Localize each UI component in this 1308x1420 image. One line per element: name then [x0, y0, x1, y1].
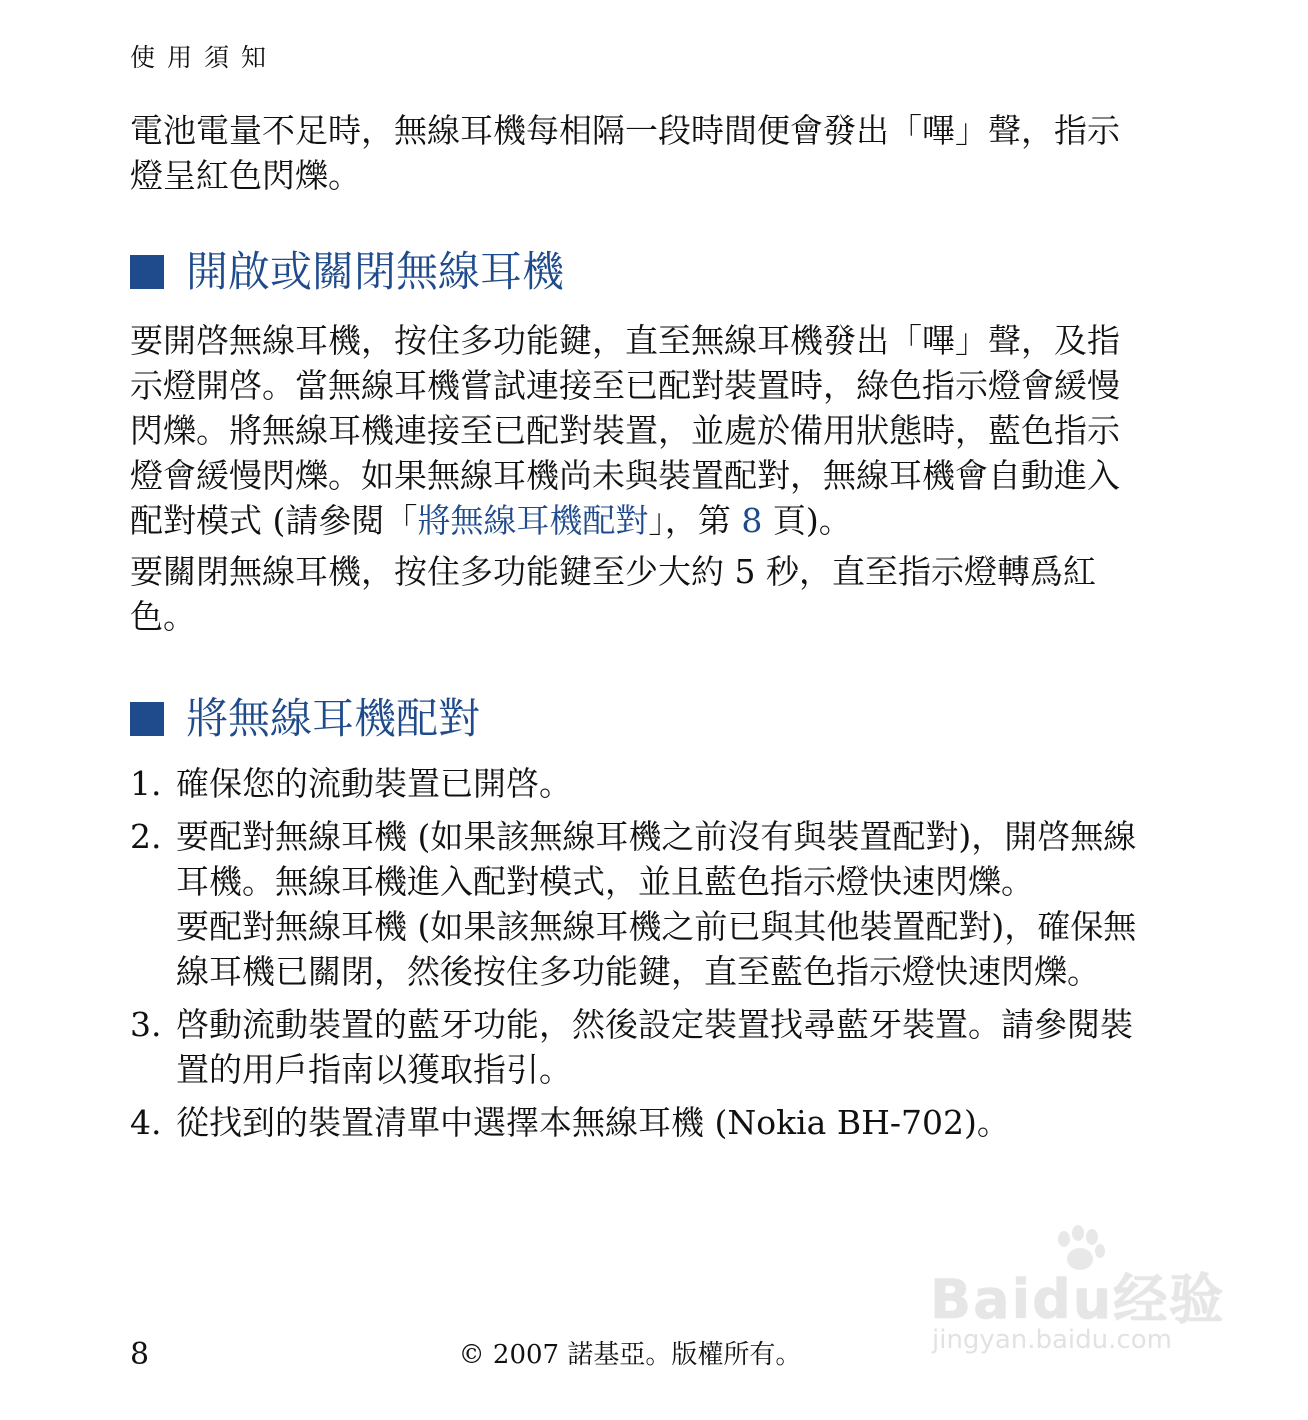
running-header: 使用須知 — [130, 43, 279, 72]
section-heading-pair — [130, 689, 1150, 749]
page-ref-link[interactable]: 8 — [741, 501, 763, 540]
step-text-extra: 要配對無線耳機 (如果該無線耳機之前已與其他裝置配對)，確保無線耳機已關閉，然後按住多功能鍵，直至藍色指示燈快速閃爍。 — [176, 907, 1137, 991]
heading-square-icon — [130, 255, 164, 289]
heading-square-icon — [130, 702, 164, 736]
section-heading-pair-text: 將無線耳機配對 — [186, 694, 481, 743]
section-heading-power — [130, 242, 1150, 302]
power-on-text: 要開啓無線耳機，按住多功能鍵，直至無線耳機發出「嗶」聲，及指示燈開啓。當無線耳機嘗試連接至已配對裝置時，綠色指示燈會緩慢閃爍。將無線耳機連接至已配對裝置，並處於備用狀態時，藍色指示燈會緩慢閃爍。如果無線耳機尚未與裝置配對，無線耳機會自動進入配對模式 (請參閱「 — [130, 321, 1120, 540]
list-item — [130, 761, 1150, 806]
step-text: 從找到的裝置清單中選擇本無線耳機 (Nokia BH-702)。 — [176, 1103, 1010, 1142]
page-number: 8 — [130, 1337, 150, 1372]
power-on-paragraph — [130, 318, 1150, 543]
power-off-paragraph: 要關閉無線耳機，按住多功能鍵至少大約 5 秒，直至指示燈轉爲紅色。 — [130, 552, 1096, 636]
list-item — [130, 1002, 1150, 1092]
section-heading-power-text: 開啟或關閉無線耳機 — [186, 247, 565, 296]
power-on-text-mid: 」，第 — [648, 501, 742, 540]
step-number: 3. — [130, 1005, 162, 1044]
baidu-watermark — [930, 1225, 1230, 1365]
section-power-body — [130, 318, 1150, 639]
step-number: 1. — [130, 764, 162, 803]
list-item — [130, 1100, 1150, 1145]
page-content — [130, 108, 1150, 1153]
pairing-link[interactable]: 將無線耳機配對 — [417, 501, 649, 540]
power-on-text-end: 頁)。 — [762, 501, 852, 540]
list-item — [130, 814, 1150, 994]
step-text: 啓動流動裝置的藍牙功能，然後設定裝置找尋藍牙裝置。請參閱裝置的用戶指南以獲取指引。 — [176, 1005, 1133, 1089]
step-number: 4. — [130, 1103, 162, 1142]
watermark-url: jingyan.baidu.com — [932, 1325, 1172, 1355]
step-text: 要配對無線耳機 (如果該無線耳機之前沒有與裝置配對)，開啓無線耳機。無線耳機進入配對模式，並且藍色指示燈快速閃爍。 — [176, 817, 1137, 901]
intro-paragraph: 電池電量不足時，無線耳機每相隔一段時間便會發出「嗶」聲，指示燈呈紅色閃爍。 — [130, 111, 1120, 195]
copyright-notice: © 2007 諾基亞。版權所有。 — [458, 1340, 802, 1370]
step-text: 確保您的流動裝置已開啓。 — [176, 764, 572, 803]
step-number: 2. — [130, 817, 162, 856]
pairing-steps-list — [130, 761, 1150, 1145]
watermark-logo: Baidu经验 — [930, 1268, 1226, 1331]
